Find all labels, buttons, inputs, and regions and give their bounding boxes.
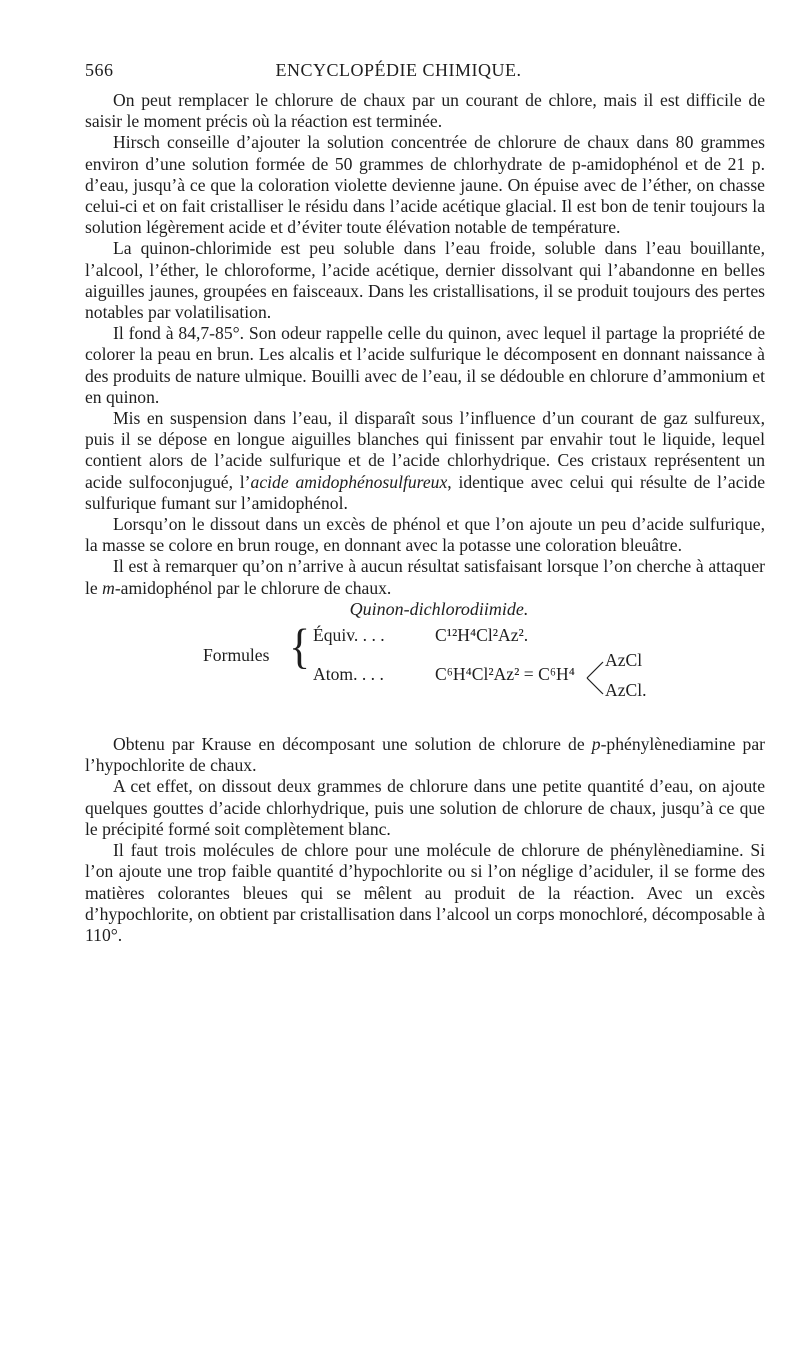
text-run: Mis en suspension dans l’eau, il disparaît sous l’influence d’un courant de gaz sulfureux, puis il se dépose en longue aiguilles blanches qui finissent par envahir tout le liquide, lequel contient alors de l’acide sulfurique et de l’acide chlorhydrique. Ces cristaux représentent un acide sulfoconjugué, l’ [85,408,765,492]
text-run: -phénylènediamine par l’hypochlorite de chaux. [85,734,765,776]
branch-top: AzCl [605,650,643,671]
text-run: Obtenu par Krause en décomposant une solution de chlorure de [113,734,592,755]
page-body [85,90,765,946]
paragraph: Hirsch conseille d’ajouter la solution concentrée de chlorure de chaux dans 80 grammes environ d’une solution formée de 50 grammes de chlorhydrate de p-amidophénol et de 21 p. d’eau, jusqu’à ce que la coloration violette devienne jaune. On épuise avec de l’éther, on chasse celui-ci et on fait cristalliser le résidu dans l’acide acétique glacial. Il est bon de tenir toujours la solution légèrement acide et d’éviter toute élévation notable de température. [85,132,765,238]
section-heading: Quinon-dichlorodiimide. [349,598,529,619]
equiv-value: C¹²H⁴Cl²Az². [435,625,529,646]
running-title: ENCYCLOPÉDIE CHIMIQUE. [275,60,522,80]
paragraph: On peut remplacer le chlorure de chaux par un courant de chlore, mais il est difficile de saisir le moment précis où la réaction est terminée. [85,90,765,132]
brace: { [289,619,311,674]
italic-term: acide amidophénosulfureux [250,471,448,492]
formula-label: Formules [203,645,270,666]
paragraph: La quinon-chlorimide est peu soluble dans l’eau froide, soluble dans l’eau bouillante, l’alcool, l’éther, le chloroforme, l’acide acétique, dernier dissolvant qui l’abandonne en belles aiguilles jaunes, groupées en faisceaux. Dans les cristallisations, il se produit toujours des pertes notables par volatilisation. [85,238,765,323]
paragraph: Il fond à 84,7-85°. Son odeur rappelle celle du quinon, avec lequel il partage la propriété de colorer la peau en brun. Les alcalis et l’acide sulfurique le décomposent en donnant naissance à des produits de nature ulmique. Bouilli avec de l’eau, il se dédouble en chlorure d’ammonium et en quinon. [85,323,765,407]
formula-block [85,620,765,720]
running-header [85,60,712,86]
text-run: Il est à remarquer qu’on n’arrive à aucun résultat satisfaisant lorsque l’on cherche à attaquer le [85,556,765,598]
atom-label: Atom. . . . [313,664,384,685]
italic-term: m [102,577,115,598]
atom-value: C⁶H⁴Cl²Az² = C⁶H⁴ [435,664,575,685]
page-number: 566 [85,60,114,80]
branch-bottom: AzCl. [605,680,647,701]
paragraph: Il faut trois molécules de chlore pour une molécule de chlorure de phénylènediamine. Si l’on ajoute une trop faible quantité d’hypochlorite ou si l’on néglige d’aciduler, il se forme des matières colorantes bleues qui se mêlent au produit de la réaction. Avec un excès d’hypochlorite, on obtient par cristallisation dans l’alcool un corps monochloré, décomposable à 110°. [85,840,765,945]
text-run: -amidophénol par le chlorure de chaux. [114,577,392,598]
paragraph [85,734,765,776]
text-run: , identique avec celui qui résulte de l’acide sulfurique fumant sur l’amidophénol. [85,471,766,513]
italic-term: p [591,734,601,755]
bond-lines [585,656,605,706]
equiv-label: Équiv. . . . [313,625,385,646]
paragraph: A cet effet, on dissout deux grammes de chlorure dans une petite quantité d’eau, on ajoute quelques gouttes d’acide chlorhydrique, puis une solution de chlorure de chaux, jusqu’à ce que le précipité formé soit complètement blanc. [85,776,765,839]
paragraph [85,408,765,514]
paragraph: Lorsqu’on le dissout dans un excès de phénol et que l’on ajoute un peu d’acide sulfurique, la masse se colore en brun rouge, en donnant avec la potasse une coloration bleuâtre. [85,514,765,556]
paragraph [85,556,765,598]
